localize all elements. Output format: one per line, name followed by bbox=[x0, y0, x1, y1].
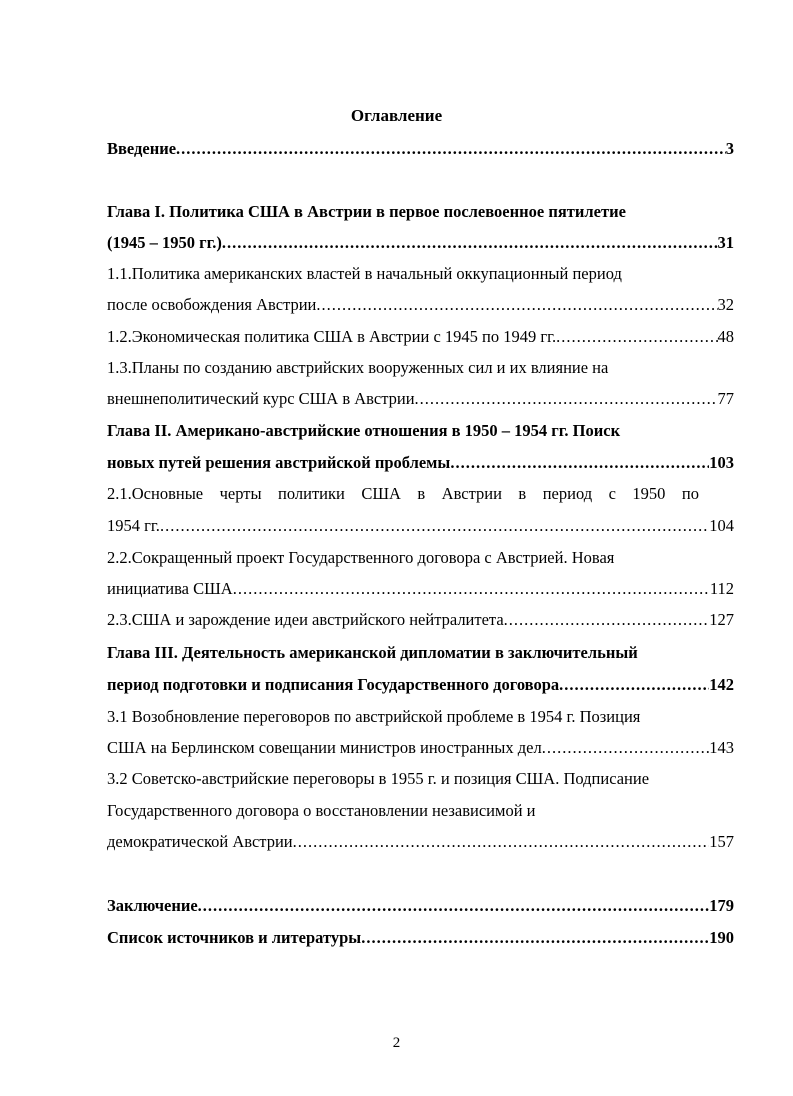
toc-page-number: 31 bbox=[717, 233, 734, 252]
toc-entry-text: США на Берлинском совещании министров иностранных дел bbox=[107, 738, 542, 757]
leader-dots bbox=[293, 830, 710, 854]
toc-entry-text: 1.2.Экономическая политика США в Австрии с 1945 по 1949 гг. bbox=[107, 327, 557, 346]
leader-dots bbox=[559, 673, 709, 697]
toc-entry-text: инициатива США bbox=[107, 579, 233, 598]
toc-page-number: 142 bbox=[709, 675, 734, 694]
toc-chapter-2 bbox=[107, 451, 734, 475]
toc-page-number: 190 bbox=[709, 928, 734, 947]
toc-page-number: 3 bbox=[725, 139, 734, 158]
toc-entry-text: новых путей решения австрийской проблемы bbox=[107, 453, 451, 472]
toc-page-number: 179 bbox=[709, 896, 734, 915]
toc-chapter-2-line-1: Глава II. Американо-австрийские отношения в 1950 – 1954 гг. Поиск bbox=[107, 421, 621, 440]
toc-section-1-1 bbox=[107, 293, 734, 317]
toc-page-number: 157 bbox=[709, 832, 734, 851]
toc-section-1-2 bbox=[107, 325, 734, 349]
toc-entry-text: внешнеполитический курс США в Австрии bbox=[107, 389, 415, 408]
toc-entry-text: 2.3.США и зарождение идеи австрийского нейтралитета bbox=[107, 610, 504, 629]
toc-section-2-1 bbox=[107, 514, 734, 538]
leader-dots bbox=[556, 325, 717, 349]
toc-page-number: 112 bbox=[709, 579, 734, 598]
leader-dots bbox=[542, 736, 710, 760]
page-number: 2 bbox=[392, 1035, 401, 1051]
toc-section-2-3 bbox=[107, 608, 734, 632]
toc-entry-sources bbox=[107, 926, 734, 950]
toc-section-2-2-line-1: 2.2.Сокращенный проект Государственного договора с Австрией. Новая bbox=[107, 548, 615, 567]
toc-page-number: 77 bbox=[717, 389, 734, 408]
toc-page-number: 48 bbox=[717, 327, 734, 346]
toc-page-number: 143 bbox=[709, 738, 734, 757]
toc-chapter-1-line-1: Глава I. Политика США в Австрии в первое послевоенное пятилетие bbox=[107, 202, 626, 221]
leader-dots bbox=[415, 387, 718, 411]
toc-entry-text: демократической Австрии bbox=[107, 832, 293, 851]
leader-dots bbox=[361, 926, 709, 950]
toc-entry-intro bbox=[107, 137, 734, 161]
toc-entry-text: (1945 – 1950 гг.) bbox=[107, 233, 222, 252]
toc-entry-text: Введение bbox=[107, 139, 177, 158]
leader-dots bbox=[176, 137, 726, 161]
toc-chapter-1 bbox=[107, 231, 734, 255]
toc-page-number: 32 bbox=[717, 295, 734, 314]
leader-dots bbox=[316, 293, 717, 317]
toc-section-3-2-line-1: 3.2 Советско-австрийские переговоры в 1955 г. и позиция США. Подписание bbox=[107, 769, 650, 788]
toc-section-1-3-line-1: 1.3.Планы по созданию австрийских вооруженных сил и их влияние на bbox=[107, 358, 609, 377]
leader-dots bbox=[198, 894, 710, 918]
leader-dots bbox=[222, 231, 718, 255]
leader-dots bbox=[504, 608, 710, 632]
toc-entry-text: после освобождения Австрии bbox=[107, 295, 317, 314]
toc-section-1-3 bbox=[107, 387, 734, 411]
toc-entry-text: период подготовки и подписания Государственного договора bbox=[107, 675, 560, 694]
toc-chapter-3-line-1: Глава III. Деятельность американской дипломатии в заключительный bbox=[107, 643, 638, 662]
toc-section-3-2 bbox=[107, 830, 734, 854]
toc-page-number: 104 bbox=[709, 516, 734, 535]
toc-section-3-2-line-2: Государственного договора о восстановлении независимой и bbox=[107, 801, 536, 820]
toc-section-2-1-line-1: 2.1.Основные черты политики США в Австрии в период с 1950 по bbox=[107, 484, 699, 503]
toc-title: Оглавление bbox=[350, 106, 443, 125]
toc-entry-text: Список источников и литературы bbox=[107, 928, 362, 947]
toc-page-number: 103 bbox=[709, 453, 734, 472]
toc-section-3-1 bbox=[107, 736, 734, 760]
toc-section-1-1-line-1: 1.1.Политика американских властей в начальный оккупационный период bbox=[107, 264, 622, 283]
toc-entry-text: Заключение bbox=[107, 896, 198, 915]
leader-dots bbox=[450, 451, 709, 475]
toc-entry-text: 1954 гг. bbox=[107, 516, 160, 535]
toc-page-number: 127 bbox=[709, 610, 734, 629]
toc-entry-conclusion bbox=[107, 894, 734, 918]
leader-dots bbox=[233, 577, 710, 601]
toc-section-3-1-line-1: 3.1 Возобновление переговоров по австрийской проблеме в 1954 г. Позиция bbox=[107, 707, 641, 726]
toc-chapter-3 bbox=[107, 673, 734, 697]
toc-section-2-2 bbox=[107, 577, 734, 601]
leader-dots bbox=[160, 514, 709, 538]
